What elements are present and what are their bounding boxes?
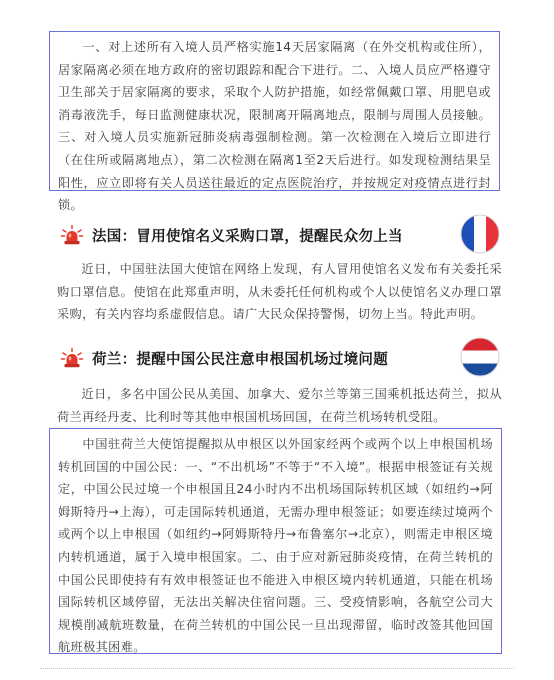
red-alarm-light-icon [60,347,84,369]
france-section-title: 法国：冒用使馆名义采购口罩，提醒民众勿上当 [92,228,403,245]
france-flag-icon [460,214,500,254]
netherlands-section-header [60,347,388,369]
netherlands-flag-icon [460,337,500,377]
france-notice [57,258,502,326]
page-divider [40,668,514,669]
netherlands-situation [57,383,502,428]
france-section-header [60,224,403,246]
quarantine-measures-text: 一、对上述所有入境人员严格实施14天居家隔离（在外交机构或住所），居家隔离必须在地方政府的密切跟踪和配合下进行。二、入境人员应严格遵守卫生部关于居家隔离的要求，采取个人防护措施，如经常佩戴口罩、用肥皂或消毒液洗手，每日监测健康状况，限制离开隔离地点，限制与周围人员接触。三、对入境人员实施新冠肺炎病毒强制检测。第一次检测在入境后立即进行（在住所或隔离地点），第二次检测在隔离1至2天后进行。如发现检测结果呈阳性，应立即将有关人员送往最近的定点医院治疗，并按规定对疫情点进行封锁。 [58,40,491,213]
netherlands-section-title: 荷兰：提醒中国公民注意申根国机场过境问题 [92,351,388,368]
netherlands-situation-text: 近日，多名中国公民从美国、加拿大、爱尔兰等第三国乘机抵达荷兰，拟从荷兰再经丹麦、比利时等其他申根国机场回国，在荷兰机场转机受阻。 [57,387,502,424]
red-alarm-light-icon [60,224,84,246]
netherlands-reminder-box [49,428,502,654]
france-notice-text: 近日，中国驻法国大使馆在网络上发现，有人冒用使馆名义发布有关委托采购口罩信息。使馆在此郑重声明，从未委托任何机构或个人以使馆名义办理口罩采购，有关内容均系虚假信息。请广大民众保持警惕，切勿上当。特此声明。 [57,262,502,322]
quarantine-measures-box [49,31,500,213]
netherlands-reminder-text: 中国驻荷兰大使馆提醒拟从申根区以外国家经两个或两个以上申根国机场转机回国的中国公民：一、“不出机场”不等于“不入境”。根据申根签证有关规定，中国公民过境一个申根国且24小时内不出机场国际转机区域（如纽约→阿姆斯特丹→上海），可走国际转机通道，无需办理申根签证；如要连续过境两个或两个以上申根国（如纽约→阿姆斯特丹→布鲁塞尔→北京），则需走申根区境内转机通道，属于入境申根国家。二、由于应对新冠肺炎疫情，在荷兰转机的中国公民即使持有有效申根签证也不能进入申根区境内转机通道，只能在机场国际转机区域停留，无法出关解决住宿问题。三、受疫情影响，各航空公司大规模削减航班数量，在荷兰转机的中国公民一旦出现滞留，临时改签其他回国航班极其困难。 [58,437,493,655]
